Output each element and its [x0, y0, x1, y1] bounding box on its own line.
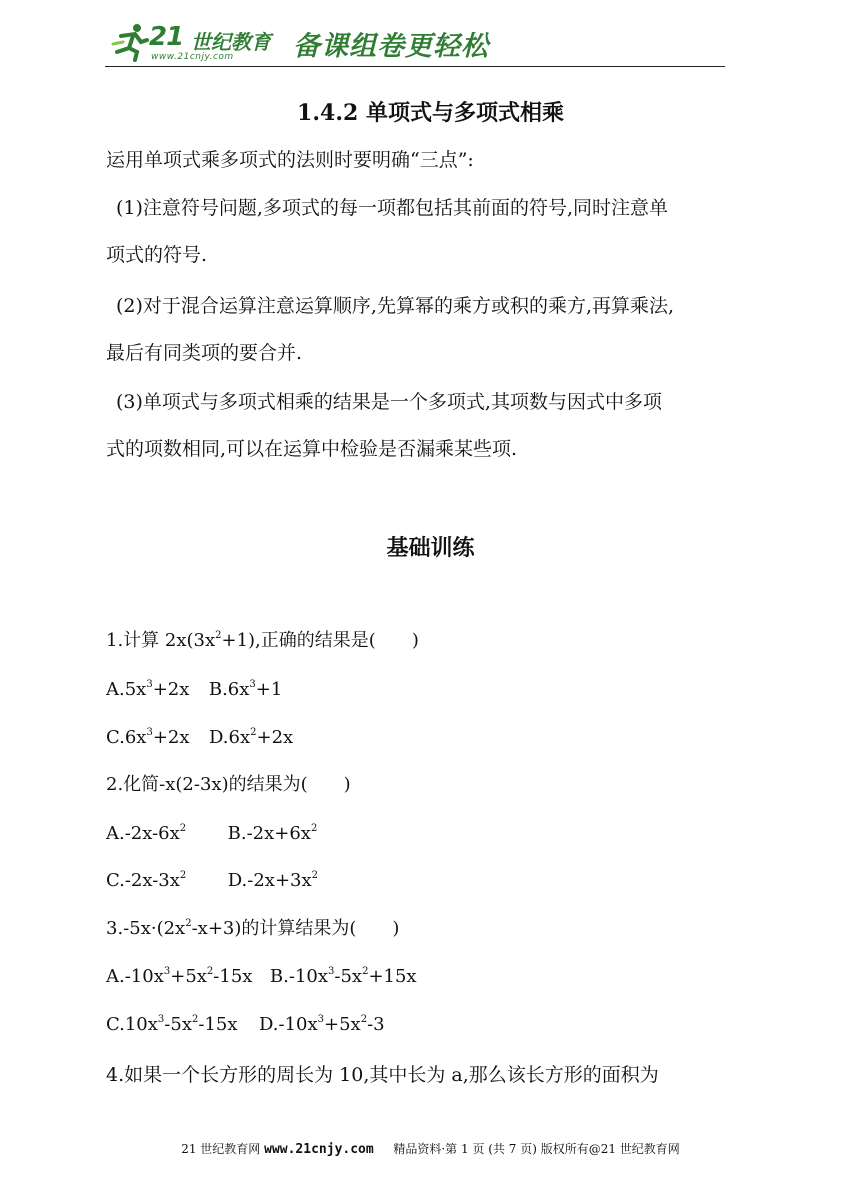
page-header	[105, 18, 725, 70]
page-title: 1.4.2 单项式与多项式相乘	[297, 100, 564, 126]
option-c[interactable]: $C.10x^3-5x^2-15x$	[106, 1014, 238, 1035]
header-slogan: 备课组卷更轻松	[293, 31, 489, 62]
point-2-line-1: (2)对于混合运算注意运算顺序,先算幂的乘方或积的乘方,再算乘法,	[116, 295, 675, 317]
point-3-line-2: 式的项数相同,可以在运算中检验是否漏乘某些项.	[106, 438, 518, 460]
option-c[interactable]: $C.-2x-3x^2$	[106, 870, 187, 891]
option-a[interactable]: $A.5x^3+2x$	[106, 679, 190, 700]
option-d[interactable]: $D.6x^2+2x$	[209, 727, 294, 748]
option-d[interactable]: $D.-10x^3+5x^2-3$	[258, 1014, 385, 1035]
point-3-line-1: (3)单项式与多项式相乘的结果是一个多项式,其项数与因式中多项	[116, 391, 662, 413]
intro-text: 运用单项式乘多项式的法则时要明确“三点”:	[106, 149, 474, 171]
option-b[interactable]: $B.-10x^3-5x^2+15x$	[269, 966, 417, 987]
section-title: 基础训练	[386, 535, 475, 561]
logo-url: www.21cnjy.com	[151, 52, 234, 62]
page-footer	[0, 1140, 861, 1157]
question-1-options-ab	[106, 678, 282, 702]
logo	[105, 18, 285, 68]
question-3-stem: $3.-5x\cdot(2x^2-x+3)$的计算结果为( )	[106, 918, 400, 939]
question-1-options-cd	[106, 726, 293, 750]
option-b[interactable]: $B.-2x+6x^2$	[227, 823, 318, 844]
logo-text: 世纪教育	[191, 30, 271, 54]
option-c[interactable]: $C.6x^3+2x$	[106, 727, 190, 748]
point-1-line-1: (1)注意符号问题,多项式的每一项都包括其前面的符号,同时注意单	[116, 197, 668, 219]
runner-logo-icon	[111, 22, 151, 62]
footer-url[interactable]: www.21cnjy.com	[264, 1142, 374, 1157]
option-a[interactable]: $A.-10x^3+5x^2-15x$	[106, 966, 253, 987]
question-3-options-cd	[106, 1013, 385, 1037]
question-2-options-cd	[106, 869, 318, 893]
footer-info: 精品资料·第 1 页 (共 7 页) 版权所有@21 世纪教育网	[393, 1142, 680, 1156]
question-2-stem: 2.化简-x(2-3x)的结果为( )	[106, 774, 351, 795]
logo-number: 21	[149, 22, 184, 52]
option-b[interactable]: $B.6x^3+1$	[208, 679, 283, 700]
point-1-line-2: 项式的符号.	[106, 244, 208, 266]
header-divider	[105, 66, 725, 67]
question-1-stem: 1.计算 $2x(3x^2+1)$,正确的结果是( )	[106, 630, 419, 651]
question-4-stem: 4.如果一个长方形的周长为 10,其中长为 a,那么该长方形的面积为	[106, 1064, 659, 1086]
point-2-line-2: 最后有同类项的要合并.	[106, 342, 303, 364]
option-d[interactable]: $D.-2x+3x^2$	[227, 870, 319, 891]
footer-site: 21 世纪教育网	[181, 1142, 261, 1156]
question-2-options-ab	[106, 822, 317, 846]
option-a[interactable]: $A.-2x-6x^2$	[106, 823, 187, 844]
question-3-options-ab	[106, 965, 417, 989]
